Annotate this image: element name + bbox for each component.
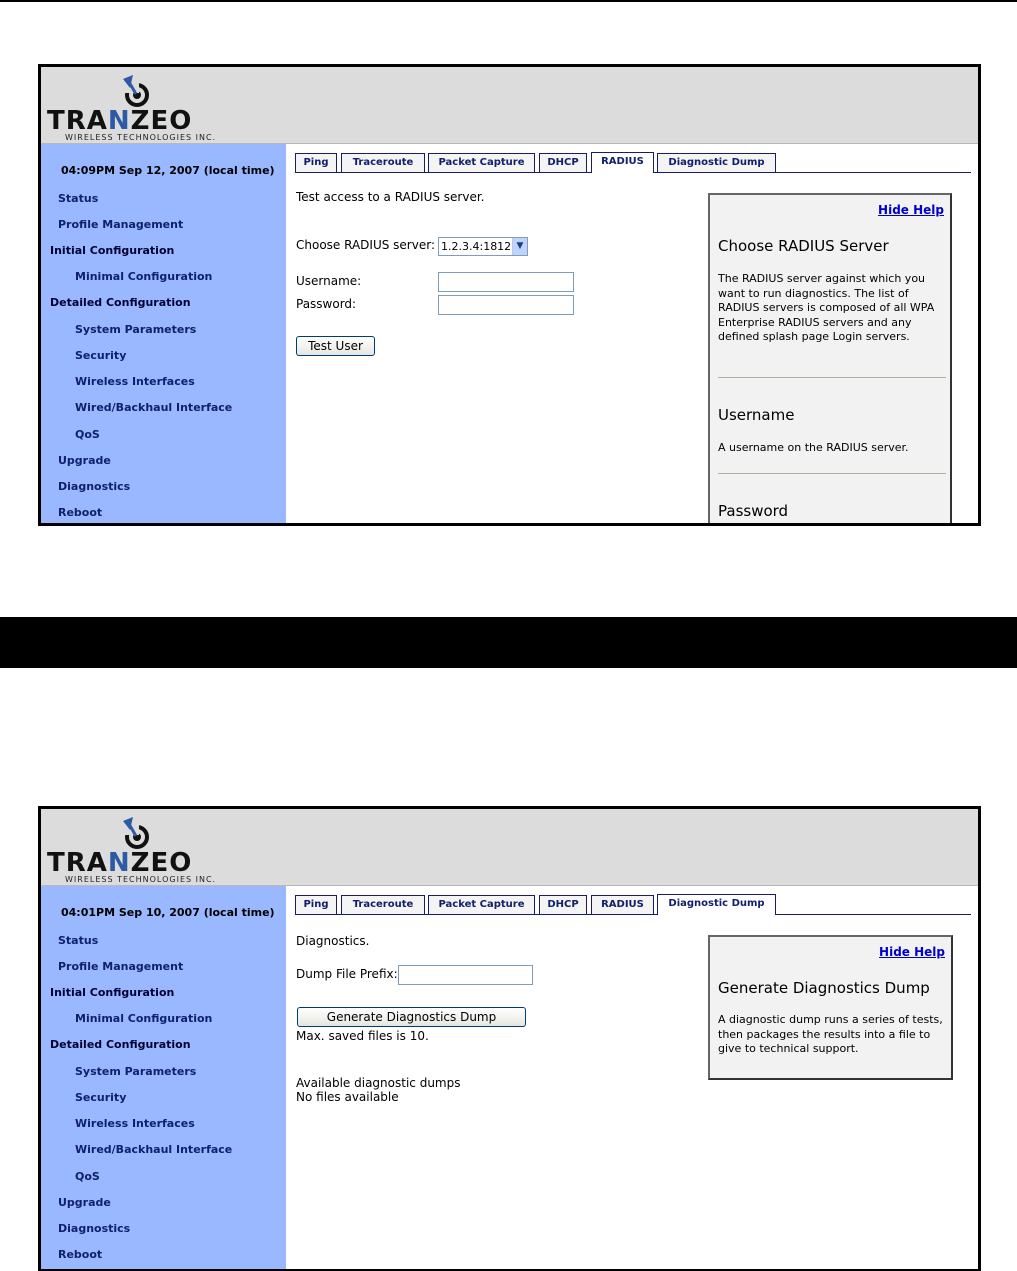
chevron-down-icon: ▼	[512, 238, 527, 255]
nav-detailed-configuration[interactable]: Detailed Configuration	[50, 296, 191, 309]
tab-packet-capture[interactable]: Packet Capture	[428, 153, 535, 172]
help-title-generate-diagnostics-dump: Generate Diagnostics Dump	[718, 979, 930, 997]
nav-security[interactable]: Security	[75, 1091, 127, 1104]
tab-packet-capture[interactable]: Packet Capture	[428, 895, 535, 914]
radius-server-label: Choose RADIUS server:	[296, 238, 435, 252]
help-body-choose-radius-server: The RADIUS server against which you want to run diagnostics. The list of RADIUS servers is composed of all WPA Enterprise RADIUS servers and any defined splash page Login servers.	[718, 272, 935, 344]
help-panel	[708, 935, 953, 1080]
nav-initial-configuration[interactable]: Initial Configuration	[50, 244, 175, 257]
intro-text: Diagnostics.	[296, 934, 370, 948]
logo-antenna-icon	[119, 817, 153, 851]
nav-minimal-configuration[interactable]: Minimal Configuration	[75, 1012, 213, 1025]
logo-subtitle: WIRELESS TECHNOLOGIES INC.	[65, 133, 217, 142]
logo-subtitle: WIRELESS TECHNOLOGIES INC.	[65, 875, 217, 884]
tab-ping[interactable]: Ping	[295, 153, 337, 172]
nav-detailed-configuration[interactable]: Detailed Configuration	[50, 1038, 191, 1051]
test-user-button[interactable]: Test User	[296, 336, 375, 356]
nav-upgrade[interactable]: Upgrade	[58, 1196, 111, 1209]
help-title-password: Password	[718, 502, 789, 520]
help-panel	[708, 193, 952, 526]
nav-profile-management[interactable]: Profile Management	[58, 218, 184, 231]
header-bar	[41, 67, 978, 144]
tranzeo-logo	[47, 73, 243, 141]
nav-minimal-configuration[interactable]: Minimal Configuration	[75, 270, 213, 283]
nav-initial-configuration[interactable]: Initial Configuration	[50, 986, 175, 999]
username-label: Username:	[296, 274, 362, 288]
tab-traceroute[interactable]: Traceroute	[341, 153, 425, 172]
nav-wired-backhaul-interface[interactable]: Wired/Backhaul Interface	[75, 401, 233, 414]
diagnostic-dump-screenshot	[38, 806, 981, 1271]
nav-qos[interactable]: QoS	[75, 1170, 100, 1183]
tab-radius[interactable]: RADIUS	[591, 152, 654, 173]
hide-help-link[interactable]: Hide Help	[879, 945, 945, 959]
max-saved-files-note: Max. saved files is 10.	[296, 1029, 429, 1043]
tab-ping[interactable]: Ping	[295, 895, 337, 914]
local-time: 04:01PM Sep 10, 2007 (local time)	[61, 906, 275, 919]
password-field[interactable]	[438, 295, 574, 315]
tranzeo-logo	[47, 815, 243, 883]
intro-text: Test access to a RADIUS server.	[296, 190, 485, 204]
local-time: 04:09PM Sep 12, 2007 (local time)	[61, 164, 275, 177]
tab-traceroute[interactable]: Traceroute	[341, 895, 425, 914]
page-top-rule	[0, 0, 1017, 2]
nav-system-parameters[interactable]: System Parameters	[75, 323, 197, 336]
nav-security[interactable]: Security	[75, 349, 127, 362]
nav-system-parameters[interactable]: System Parameters	[75, 1065, 197, 1078]
dump-prefix-label: Dump File Prefix:	[296, 967, 398, 981]
nav-diagnostics[interactable]: Diagnostics	[58, 480, 131, 493]
nav-wireless-interfaces[interactable]: Wireless Interfaces	[75, 375, 195, 388]
help-divider	[718, 377, 946, 378]
tab-diagnostic-dump[interactable]: Diagnostic Dump	[657, 894, 776, 915]
help-body-username: A username on the RADIUS server.	[718, 441, 909, 454]
nav-reboot[interactable]: Reboot	[58, 1248, 103, 1261]
logo-wordmark: TRANZEO	[47, 848, 193, 878]
no-files-message: No files available	[296, 1090, 399, 1104]
help-title-username: Username	[718, 406, 795, 424]
logo-wordmark: TRANZEO	[47, 106, 193, 136]
generate-diagnostics-dump-button[interactable]: Generate Diagnostics Dump	[297, 1007, 526, 1027]
help-divider	[718, 473, 946, 474]
help-body-generate-diagnostics-dump: A diagnostic dump runs a series of tests, then packages the results into a file to give to technical support.	[718, 1013, 943, 1056]
tab-dhcp[interactable]: DHCP	[539, 895, 587, 914]
nav-reboot[interactable]: Reboot	[58, 506, 103, 519]
nav-status[interactable]: Status	[58, 934, 99, 947]
sidebar	[41, 886, 286, 1271]
help-title-choose-radius-server: Choose RADIUS Server	[718, 237, 889, 255]
password-label: Password:	[296, 297, 357, 311]
tab-radius[interactable]: RADIUS	[591, 895, 654, 914]
username-field[interactable]	[438, 272, 574, 292]
logo-antenna-icon	[119, 75, 153, 109]
nav-qos[interactable]: QoS	[75, 428, 100, 441]
hide-help-link[interactable]: Hide Help	[878, 203, 944, 217]
nav-wireless-interfaces[interactable]: Wireless Interfaces	[75, 1117, 195, 1130]
nav-wired-backhaul-interface[interactable]: Wired/Backhaul Interface	[75, 1143, 233, 1156]
sidebar	[41, 144, 286, 526]
available-dumps-heading: Available diagnostic dumps	[296, 1076, 461, 1090]
nav-upgrade[interactable]: Upgrade	[58, 454, 111, 467]
tab-diagnostic-dump[interactable]: Diagnostic Dump	[657, 153, 776, 172]
nav-status[interactable]: Status	[58, 192, 99, 205]
tab-dhcp[interactable]: DHCP	[539, 153, 587, 172]
radius-screenshot	[38, 64, 981, 526]
header-bar	[41, 809, 978, 886]
nav-profile-management[interactable]: Profile Management	[58, 960, 184, 973]
nav-diagnostics[interactable]: Diagnostics	[58, 1222, 131, 1235]
section-divider-band	[0, 617, 1017, 668]
diagnostics-tabs	[295, 151, 971, 173]
radius-server-selected-value: 1.2.3.4:1812	[441, 240, 512, 253]
radius-server-select[interactable]	[438, 237, 528, 256]
dump-prefix-field[interactable]	[398, 965, 533, 985]
diagnostics-tabs	[295, 893, 971, 915]
